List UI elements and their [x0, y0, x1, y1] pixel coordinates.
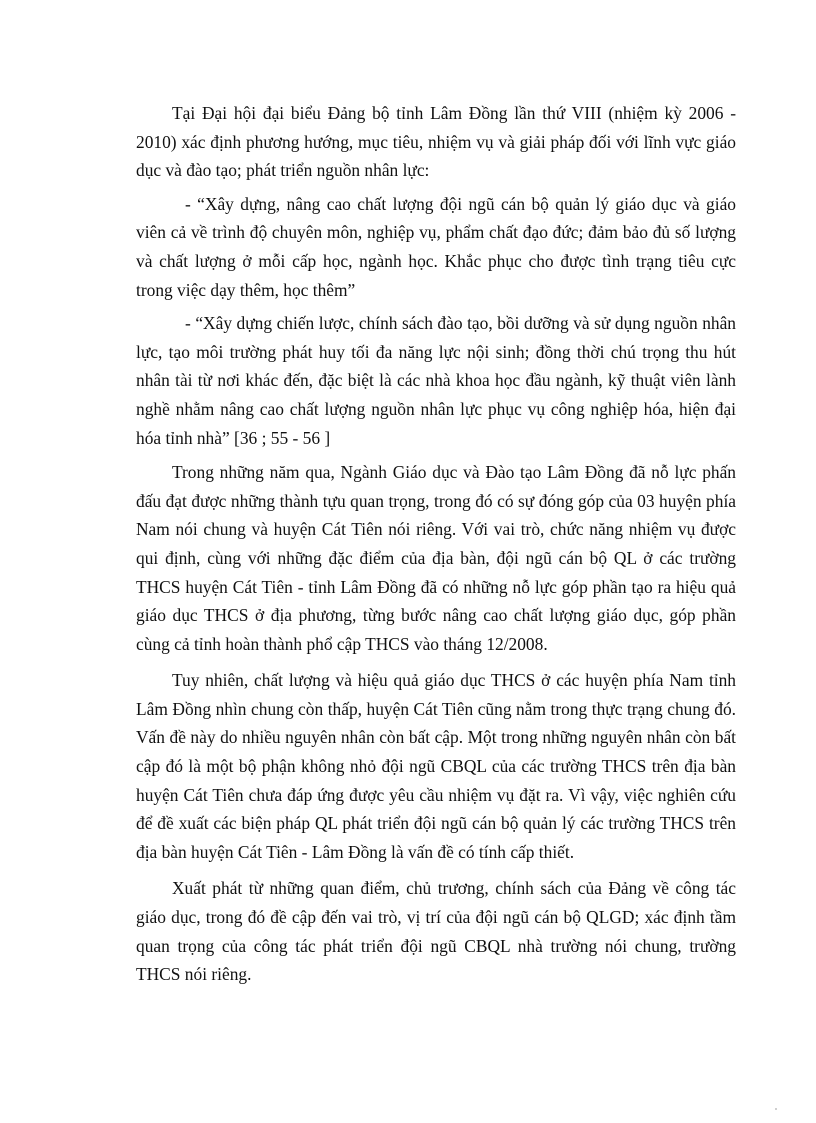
paragraph-rationale: Xuất phát từ những quan điểm, chủ trương, chính sách của Đảng về công tác giáo dục, trong đó đề cập đến vai trò, vị trí của đội ngũ cán bộ QLGD; xác định tầm quan trọng của công tác phát triển đội ngũ CBQL nhà trường nói chung, trường THCS nói riêng. — [136, 878, 736, 985]
quote-staff-development: - “Xây dựng, nâng cao chất lượng đội ngũ cán bộ quản lý giáo dục và giáo viên cả về trình độ chuyên môn, nghiệp vụ, phẩm chất đạo đức; đảm bảo đủ số lượng và chất lượng ở mỗi cấp học, ngành học. Khắc phục cho được tình trạng tiêu cực trong việc dạy thêm, học thêm” — [136, 193, 736, 300]
paragraph-achievements: Trong những năm qua, Ngành Giáo dục và Đào tạo Lâm Đồng đã nỗ lực phấn đấu đạt được những thành tựu quan trọng, trong đó có sự đóng góp của 03 huyện phía Nam nói chung và huyện Cát Tiên nói riêng. Với vai trò, chức năng nhiệm vụ được qui định, cùng với những đặc điểm của địa bàn, đội ngũ cán bộ QL ở các trường THCS huyện Cát Tiên - tỉnh Lâm Đồng đã có những nỗ lực góp phần tạo ra hiệu quả giáo dục THCS ở địa phương, từng bước nâng cao chất lượng giáo dục, góp phần cùng cả tỉnh hoàn thành phổ cập THCS vào tháng 12/2008. — [136, 462, 736, 654]
paragraph-limitations: Tuy nhiên, chất lượng và hiệu quả giáo dục THCS ở các huyện phía Nam tỉnh Lâm Đồng nhìn chung còn thấp, huyện Cát Tiên cũng nằm trong thực trạng chung đó. Vấn đề này do nhiều nguyên nhân còn bất cập. Một trong những nguyên nhân còn bất cập đó là một bộ phận không nhỏ đội ngũ CBQL của các trường THCS trên địa bàn huyện Cát Tiên chưa đáp ứng được yêu cầu nhiệm vụ đặt ra. Vì vậy, việc nghiên cứu để đề xuất các biện pháp QL phát triển đội ngũ cán bộ quản lý các trường THCS trên địa bàn huyện Cát Tiên - Lâm Đồng là vấn đề có tính cấp thiết. — [136, 670, 736, 862]
page-corner-mark — [775, 1108, 777, 1110]
quote-human-resources-strategy: - “Xây dựng chiến lược, chính sách đào tạo, bồi dưỡng và sử dụng nguồn nhân lực, tạo môi trường phát huy tối đa năng lực nội sinh; đồng thời chú trọng thu hút nhân tài từ nơi khác đến, đặc biệt là các nhà khoa học đầu ngành, kỹ thuật viên lành nghề nhằm nâng cao chất lượng nguồn nhân lực phục vụ công nghiệp hóa, hiện đại hóa tỉnh nhà” [36 ; 55 - 56 ] — [136, 313, 736, 448]
document-body — [136, 99, 736, 997]
paragraph-congress-resolution: Tại Đại hội đại biểu Đảng bộ tỉnh Lâm Đồng lần thứ VIII (nhiệm kỳ 2006 - 2010) xác định phương hướng, mục tiêu, nhiệm vụ và giải pháp đối với lĩnh vực giáo dục và đào tạo; phát triển nguồn nhân lực: — [136, 103, 736, 181]
